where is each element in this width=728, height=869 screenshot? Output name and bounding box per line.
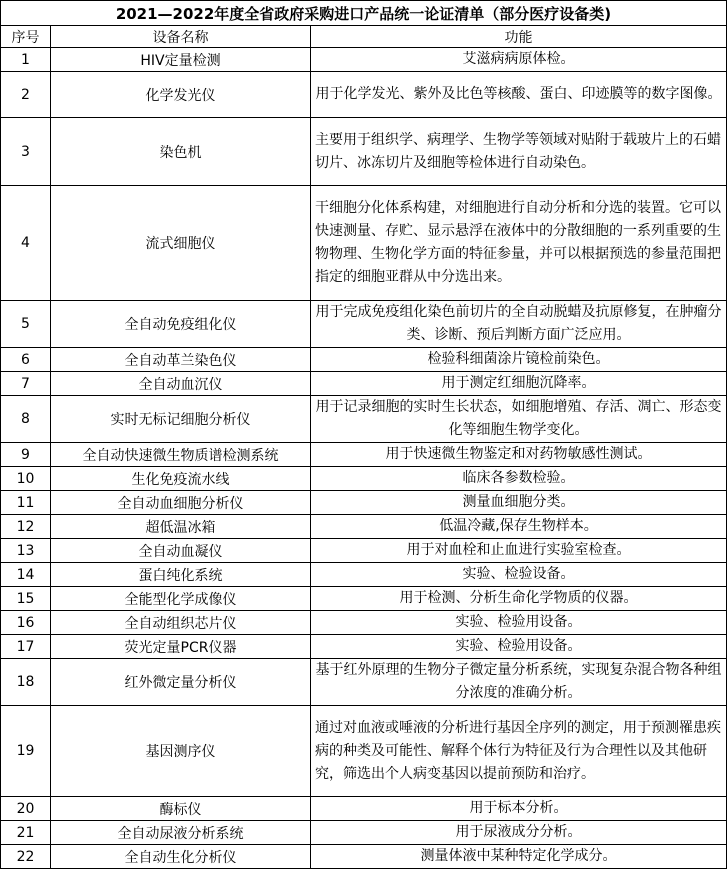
equipment-name: 全自动革兰染色仪 (51, 348, 311, 372)
equipment-function: 基于红外原理的生物分子微定量分析系统，实现复杂混合物各种组分浓度的准确分析。 (311, 659, 727, 706)
column-header-function: 功能 (311, 26, 727, 48)
equipment-name: 基因测序仪 (51, 706, 311, 797)
table-row (1, 821, 727, 845)
equipment-function: 实验、检验设备。 (311, 563, 727, 587)
equipment-function: 低温冷藏,保存生物样本。 (311, 515, 727, 539)
equipment-name: 生化免疫流水线 (51, 467, 311, 491)
equipment-name: 全自动血凝仪 (51, 539, 311, 563)
equipment-function: 通过对血液或唾液的分析进行基因全序列的测定，用于预测罹患疾病的种类及可能性、解释个体行为特征及行为合理性以及其他研究，筛选出个人病变基因以提前预防和治疗。 (311, 706, 727, 797)
row-index: 8 (1, 396, 51, 443)
header-row (1, 26, 727, 48)
row-index: 6 (1, 348, 51, 372)
row-index: 12 (1, 515, 51, 539)
table-row (1, 635, 727, 659)
equipment-function: 临床各参数检验。 (311, 467, 727, 491)
equipment-name: 全自动免疫组化仪 (51, 301, 311, 348)
equipment-function: 用于检测、分析生命化学物质的仪器。 (311, 587, 727, 611)
equipment-name: 全自动生化分析仪 (51, 845, 311, 869)
equipment-function: 测量体液中某种特定化学成分。 (311, 845, 727, 869)
equipment-name: 全自动组织芯片仪 (51, 611, 311, 635)
equipment-function: 实验、检验用设备。 (311, 635, 727, 659)
equipment-name: 染色机 (51, 118, 311, 186)
table-row (1, 467, 727, 491)
row-index: 9 (1, 443, 51, 467)
table-row (1, 845, 727, 869)
equipment-function: 用于尿液成分分析。 (311, 821, 727, 845)
row-index: 20 (1, 797, 51, 821)
column-header-name: 设备名称 (51, 26, 311, 48)
table-row (1, 659, 727, 706)
table-row (1, 72, 727, 118)
table-row (1, 587, 727, 611)
equipment-name: 红外微定量分析仪 (51, 659, 311, 706)
table-row (1, 515, 727, 539)
equipment-name: 荧光定量PCR仪器 (51, 635, 311, 659)
equipment-function: 用于测定红细胞沉降率。 (311, 372, 727, 396)
equipment-function: 艾滋病病原体检。 (311, 48, 727, 72)
row-index: 22 (1, 845, 51, 869)
equipment-function: 用于完成免疫组化染色前切片的全自动脱蜡及抗原修复，在肿瘤分类、诊断、预后判断方面广泛应用。 (311, 301, 727, 348)
row-index: 1 (1, 48, 51, 72)
table-row (1, 443, 727, 467)
row-index: 21 (1, 821, 51, 845)
row-index: 5 (1, 301, 51, 348)
equipment-name: 全自动尿液分析系统 (51, 821, 311, 845)
row-index: 7 (1, 372, 51, 396)
row-index: 13 (1, 539, 51, 563)
equipment-function: 实验、检验用设备。 (311, 611, 727, 635)
table-row (1, 396, 727, 443)
table-row (1, 539, 727, 563)
equipment-function: 用于记录细胞的实时生长状态，如细胞增殖、存活、凋亡、形态变化等细胞生物学变化。 (311, 396, 727, 443)
row-index: 14 (1, 563, 51, 587)
table-row (1, 797, 727, 821)
row-index: 11 (1, 491, 51, 515)
table-title: 2021—2022年度全省政府采购进口产品统一论证清单（部分医疗设备类) (1, 1, 727, 26)
equipment-function: 用于标本分析。 (311, 797, 727, 821)
equipment-function: 用于快速微生物鉴定和对药物敏感性测试。 (311, 443, 727, 467)
row-index: 15 (1, 587, 51, 611)
equipment-name: 流式细胞仪 (51, 186, 311, 301)
equipment-function: 测量血细胞分类。 (311, 491, 727, 515)
equipment-function: 用于对血栓和止血进行实验室检查。 (311, 539, 727, 563)
equipment-name: 化学发光仪 (51, 72, 311, 118)
equipment-name: 全自动血沉仪 (51, 372, 311, 396)
equipment-name: 酶标仪 (51, 797, 311, 821)
row-index: 3 (1, 118, 51, 186)
table-row (1, 491, 727, 515)
table-row (1, 706, 727, 797)
row-index: 4 (1, 186, 51, 301)
equipment-function: 干细胞分化体系构建，对细胞进行自动分析和分选的装置。它可以快速测量、存贮、显示悬浮在液体中的分散细胞的一系列重要的生物物理、生物化学方面的特征参量，并可以根据预选的参量范围把指定的细胞亚群从中分选出来。 (311, 186, 727, 301)
row-index: 2 (1, 72, 51, 118)
row-index: 10 (1, 467, 51, 491)
equipment-name: 实时无标记细胞分析仪 (51, 396, 311, 443)
row-index: 19 (1, 706, 51, 797)
table-row (1, 563, 727, 587)
row-index: 16 (1, 611, 51, 635)
table-row (1, 372, 727, 396)
equipment-name: 超低温冰箱 (51, 515, 311, 539)
equipment-name: HIV定量检测 (51, 48, 311, 72)
equipment-name: 全能型化学成像仪 (51, 587, 311, 611)
table-row (1, 118, 727, 186)
equipment-name: 全自动快速微生物质谱检测系统 (51, 443, 311, 467)
table-row (1, 348, 727, 372)
equipment-function: 主要用于组织学、病理学、生物学等领域对贴附于载玻片上的石蜡切片、冰冻切片及细胞等检体进行自动染色。 (311, 118, 727, 186)
title-row (1, 1, 727, 26)
row-index: 17 (1, 635, 51, 659)
row-index: 18 (1, 659, 51, 706)
equipment-function: 用于化学发光、紫外及比色等核酸、蛋白、印迹膜等的数字图像。 (311, 72, 727, 118)
table-row (1, 611, 727, 635)
table-row (1, 186, 727, 301)
table-row (1, 301, 727, 348)
column-header-index: 序号 (1, 26, 51, 48)
equipment-name: 蛋白纯化系统 (51, 563, 311, 587)
equipment-function: 检验科细菌涂片镜检前染色。 (311, 348, 727, 372)
table-row (1, 48, 727, 72)
equipment-name: 全自动血细胞分析仪 (51, 491, 311, 515)
